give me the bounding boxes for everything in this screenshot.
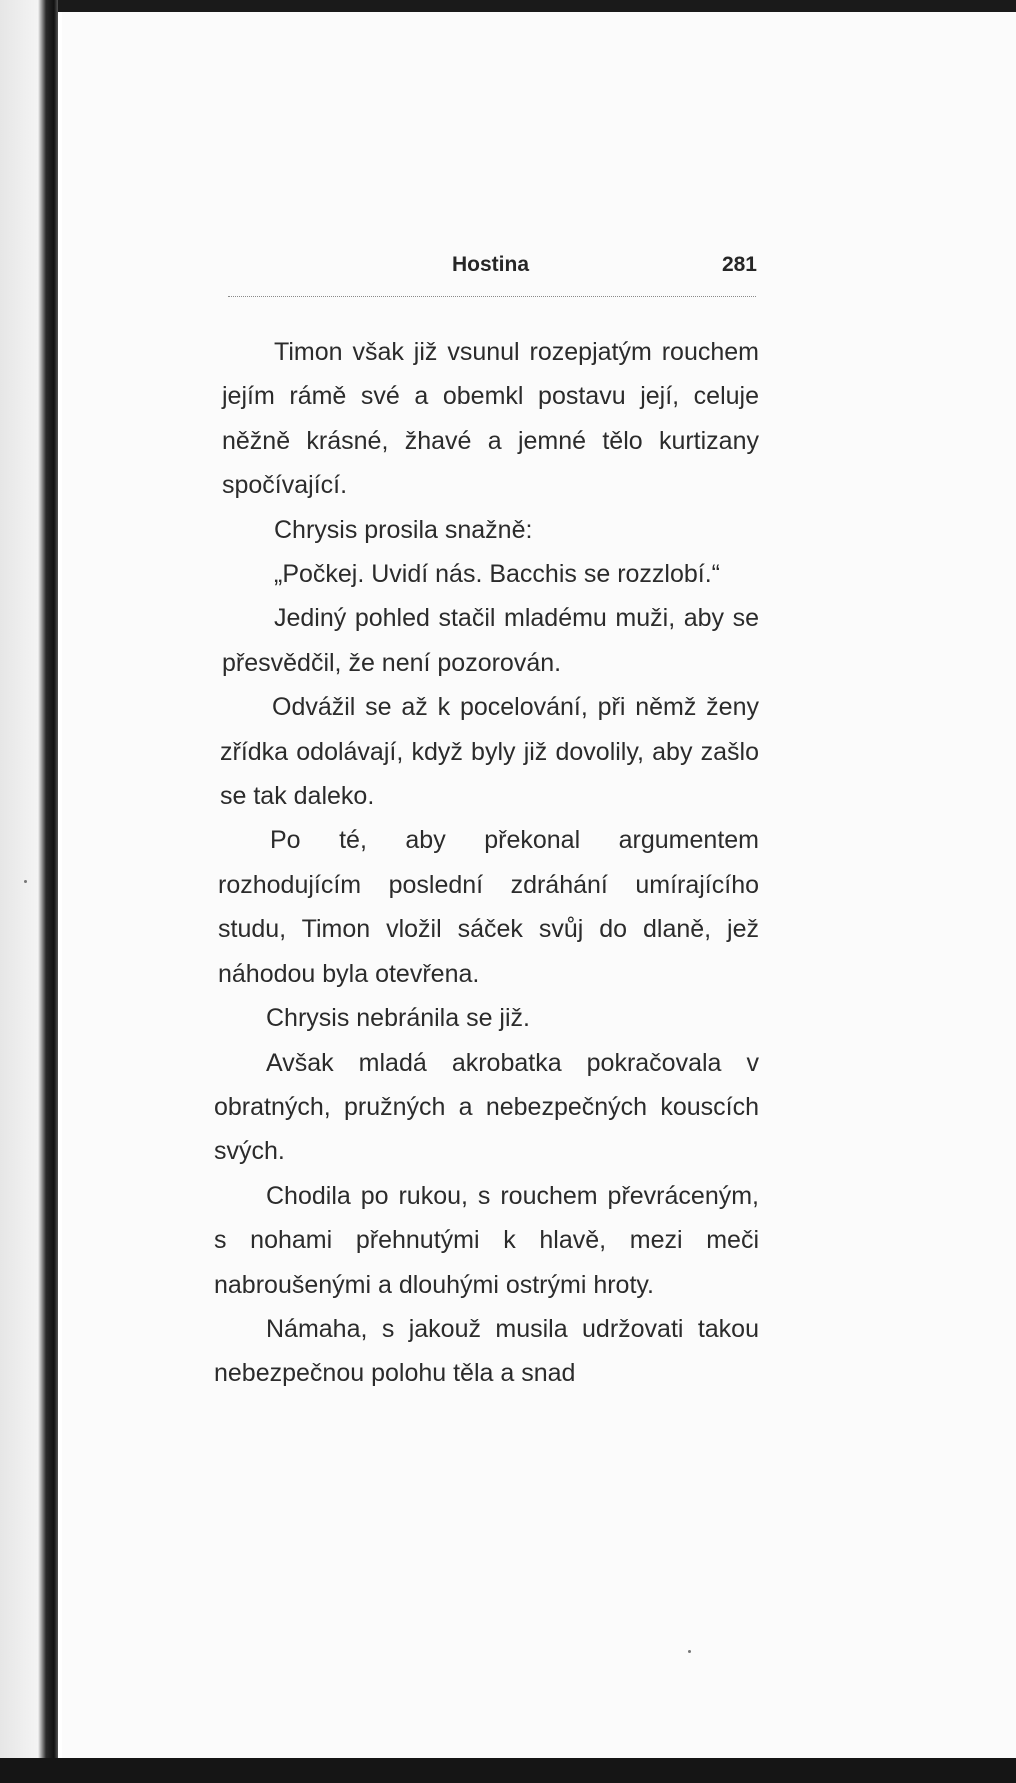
paragraph: Chrysis nebránila se již.	[266, 1004, 530, 1033]
paragraph: Odvážil se až k pocelování, při němž ženy zřídka odolávají, když byly již dovolily, aby zašlo se tak daleko.	[220, 693, 759, 811]
paragraph: Chrysis prosila snažně:	[274, 515, 533, 544]
scan-speck	[24, 880, 27, 883]
scan-speck	[688, 1650, 691, 1653]
scan-border-bottom	[0, 1758, 1016, 1783]
book-spine-edge	[0, 0, 58, 1783]
paragraph: Avšak mladá akrobatka pokračovala v obratných, pružných a nebezpečných kouscích svých.	[214, 1048, 759, 1166]
paragraph: Po té, aby překonal argumentem rozhodujícím poslední zdráhání umírajícího studu, Timon vložil sáček svůj do dlaně, jež náhodou byla otevřena.	[218, 826, 759, 988]
paragraph: Jediný pohled stačil mladému muži, aby se přesvědčil, že není pozorován.	[222, 604, 759, 677]
chapter-title: Hostina	[452, 253, 530, 276]
paragraph: Námaha, s jakouž musila udržovati takou nebezpečnou polohu těla a snad	[214, 1314, 759, 1388]
paragraph: Chodila po rukou, s rouchem převráceným, s nohami přehnutými k hlavě, mezi meči nabroušenými a dlouhými ostrými hroty.	[214, 1181, 759, 1299]
body-text	[214, 330, 759, 1396]
header-rule	[228, 296, 756, 297]
paragraph: „Počkej. Uvidí nás. Bacchis se rozzlobí.“	[274, 560, 720, 589]
running-header	[452, 253, 757, 283]
scan-border-top	[0, 0, 1016, 12]
page-number: 281	[721, 253, 757, 276]
paragraph: Timon však již vsunul rozepjatým rouchem jejím rámě své a obemkl postavu její, celuje něžně krásné, žhavé a jemné tělo kurtizany spočívající.	[222, 338, 759, 500]
